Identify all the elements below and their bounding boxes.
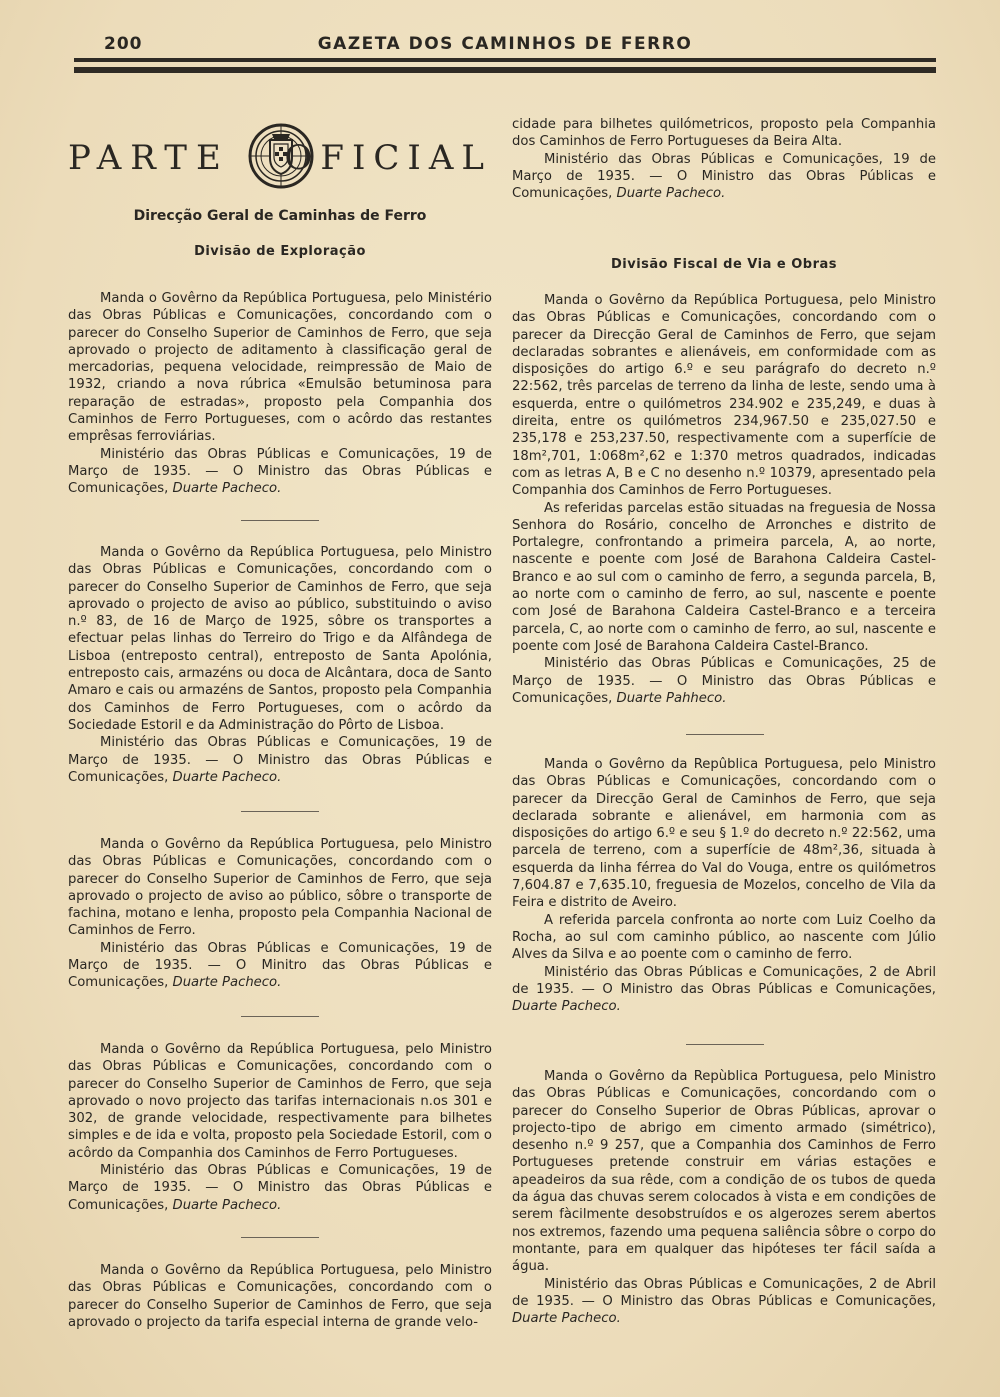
paragraph: Ministério das Obras Públicas e Comunicações, 19 de Março de 1935. — O Ministro das Obras Públicas e Comunicações, <box>68 735 492 785</box>
section-title-right: OFICIAL <box>284 138 492 178</box>
paragraph: Manda o Govêrno da República Portuguesa, pelo Ministro das Obras Públicas e Comunicações, concordando com o parecer do Conselho Superior de Caminhos de Ferro, que seja aprovado o projecto da tarifa especial interna de grande velo- <box>68 1263 492 1330</box>
despacho-continuation <box>512 116 936 202</box>
heading-divisao-fiscal: Divisão Fiscal de Via e Obras <box>610 257 838 272</box>
despacho-8 <box>512 1068 936 1327</box>
paragraph: Ministério das Obras Públicas e Comunicações, 19 de Março de 1935. — O Ministro das Obras Públicas e Comunicações, <box>512 151 936 202</box>
paragraph: Manda o Govêrno da Repùblica Portuguesa, pelo Ministro das Obras Públicas e Comunicações, concordando com o parecer do Conselho Superior de Obras Públicas, aprovar o projecto-tipo de abrigo em cimento armado (simétrico), desenho n.º 9 257, que a Companhia dos Caminhos de Ferro Portugueses pretende construir em várias estações e apeadeiros da sua rêde, com a condição de os tubos de queda da água das chuvas serem colocados à vista e em condições de serem fàcilmente desobstruídos e os algerozes serem abertos nos extremos, fazendo uma pequena saliência sôbre o corpo do montante, para em qualquer das hipóteses ter fácil saída a água. <box>512 1069 936 1275</box>
despacho-5 <box>68 1262 492 1331</box>
separator <box>241 1016 319 1017</box>
separator <box>241 1237 319 1238</box>
paragraph: Ministério das Obras Públicas e Comunicações, 19 de Março de 1935. — O Ministro das Obras Públicas e Comunicações, <box>68 446 492 497</box>
paragraph: Manda o Govêrno da Repûblica Portuguesa, pelo Ministro das Obras Públicas e Comunicações, concordando com o parecer da Direcção Geral de Caminhos de Ferro, que seja declarada sobrante e alienável, em harmonia com as disposições do artigo 6.º e seu § 1.º do decreto n.º 22:562, uma parcela de terreno, com a superfície de 48m²,36, situada à esquerda da linha férrea do Val do Vouga, entre os quilómetros 7,604.87 e 7,635.10, freguesia de Mozelos, concelho de Vila da Feira e distrito de Aveiro. <box>512 757 936 911</box>
paragraph: Manda o Govêrno da República Portuguesa, pelo Ministério das Obras Públicas e Comunicações, concordando com o parecer do Conselho Superior de Caminhos de Ferro, que seja aprovado o projecto de aditamento à classificação geral de mercadorias, pequena velocidade, reimpressão de Maio de 1932, criando a nova rúbrica «Emulsão betuminosa para reparação de estradas», proposto pela Companhia dos Caminhos de Ferro Portugueses, com o acôrdo das restantes emprêsas ferroviárias. <box>68 291 492 445</box>
despacho-4 <box>68 1041 492 1214</box>
despacho-7 <box>512 756 936 1015</box>
publication-title: GAZETA DOS CAMINHOS DE FERRO <box>317 34 693 54</box>
page-number: 200 <box>104 34 143 54</box>
paragraph: Ministério das Obras Públicas e Comunicações, 19 de Março de 1935. — O Ministro das Obras Públicas e Comunicações, <box>68 1163 492 1213</box>
heading-direccao-geral: Direcção Geral de Caminhas de Ferro <box>133 208 427 224</box>
despacho-1 <box>68 290 492 498</box>
despacho-6 <box>512 292 936 707</box>
signature: Duarte Pacheco. <box>172 1197 282 1213</box>
paragraph: Ministério das Obras Públicas e Comunicações, 2 de Abril de 1935. — O Ministro das Obras Públicas e Comunicações, <box>512 964 936 997</box>
header-rule-thin <box>74 58 936 62</box>
paragraph: Manda o Govêrno da República Portuguesa, pelo Ministro das Obras Públicas e Comunicações, concordando com o parecer da Direcção Geral de Caminhos de Ferro, que sejam declaradas sobrantes e alienáveis, em conformidade com as disposições do artigo 6.º e seu parágrafo do decreto n.º 22:562, três parcelas de terreno da linha de leste, sendo uma à esquerda, entre o quilómetros 234.902 e 235,249, e duas à direita, entre os quilómetros 234,967.50 e 235,027.50 e 235,178 e 253,237.50, respectivamente com a superfície de 18m²,701, 1:068m²,62 e 1:370 metros quadrados, indicadas com as letras A, B e C no desenho n.º 10379, apresentado pela Companhia dos Caminhos de Ferro Portugueses. <box>512 293 936 499</box>
paragraph: Manda o Govêrno da República Portuguesa, pelo Ministro das Obras Públicas e Comunicações, concordando com o parecer do Conselho Superior de Caminhos de Ferro, que seja aprovado o projecto de aviso ao público, sôbre o transporte de fachina, motano e lenha, proposto pela Companhia Nacional de Caminhos de Ferro. <box>68 837 492 939</box>
paragraph: cidade para bilhetes quilómetricos, proposto pela Companhia dos Caminhos de Ferro Portugueses da Beira Alta. <box>512 117 936 150</box>
header-rule-thick <box>74 67 936 73</box>
separator <box>241 811 319 812</box>
signature: Duarte Pacheco. <box>512 999 621 1015</box>
signature: Duarte Pacheco. <box>172 769 282 785</box>
paragraph: A referida parcela confronta ao norte com Luiz Coelho da Rocha, ao sul com caminho público, ao nascente com Júlio Alves da Silva e ao poente com o caminho de ferro. <box>512 912 936 963</box>
signature: Duarte Pacheco. <box>616 186 726 202</box>
separator <box>686 1044 764 1045</box>
paragraph: Ministério das Obras Públicas e Comunicações, 2 de Abril de 1935. — O Ministro das Obras Públicas e Comunicações, <box>512 1276 936 1309</box>
despacho-2 <box>68 544 492 786</box>
signature: Duarte Pacheco. <box>172 975 282 991</box>
signature: Duarte Pacheco. <box>172 481 282 497</box>
paragraph: Manda o Govêrno da República Portuguesa, pelo Ministro das Obras Públicas e Comunicações, concordando com o parecer do Conselho Superior de Caminhos de Ferro, que seja aprovado o projecto de aviso ao público, substituindo o aviso n.º 83, de 16 de Março de 1925, sôbre os transportes a efectuar pelas linhas do Terreiro do Trigo e da Alfândega de Lisboa (entreposto central), entreposto de Santa Apolónia, entreposto cais, armazéns ou doca de Alcântara, doca de Santo Amaro e cais ou armazéns de Santos, proposto pela Companhia dos Caminhos de Ferro Portugueses, com o acôrdo da Sociedade Estoril e da Administração do Pôrto de Lisboa. <box>68 545 492 733</box>
signature: Duarte Pacheco. <box>512 1311 621 1327</box>
paragraph: Manda o Govêrno da República Portuguesa, pelo Ministro das Obras Públicas e Comunicações, concordando com o parecer do Conselho Superior de Caminhos de Ferro, que seja aprovado o novo projecto das tarifas internacionais n.os 301 e 302, de grande velocidade, respectivamente para bilhetes simples e de ida e volta, proposto pela Sociedade Estoril, com o acôrdo da Companhia dos Caminhos de Ferro Portugueses. <box>68 1042 492 1161</box>
despacho-3 <box>68 836 492 992</box>
signature: Duarte Pahheco. <box>616 690 727 706</box>
separator <box>686 734 764 735</box>
paragraph: Ministério das Obras Públicas e Comunicações, 19 de Março de 1935. — O Minitro das Obras Públicas e Comunicações, <box>68 940 492 991</box>
separator <box>241 520 319 521</box>
paragraph: As referidas parcelas estão situadas na freguesia de Nossa Senhora do Rosário, concelho de Arronches e distrito de Portalegre, confrontando a primeira parcela, A, ao norte, nascente e poente com José de Barahona Caldeira Castel-Branco e ao sul com o caminho de ferro, a segunda parcela, B, ao norte com o caminho de ferro, ao sul, nascente e poente com José de Barahona Caldeira Castel-Branco e a terceira parcela, C, ao norte com o caminho de ferro, ao sul, nascente e poente com José de Barahona Caldeira Castel-Branco. <box>512 500 936 654</box>
paragraph: Ministério das Obras Públicas e Comunicações, 25 de Março de 1935. — O Ministro das Obras Públicas e Comunicações, <box>512 656 936 706</box>
section-title-left: PARTE <box>68 138 230 178</box>
heading-divisao-exploracao: Divisão de Exploração <box>194 244 366 259</box>
section-title <box>68 118 492 198</box>
